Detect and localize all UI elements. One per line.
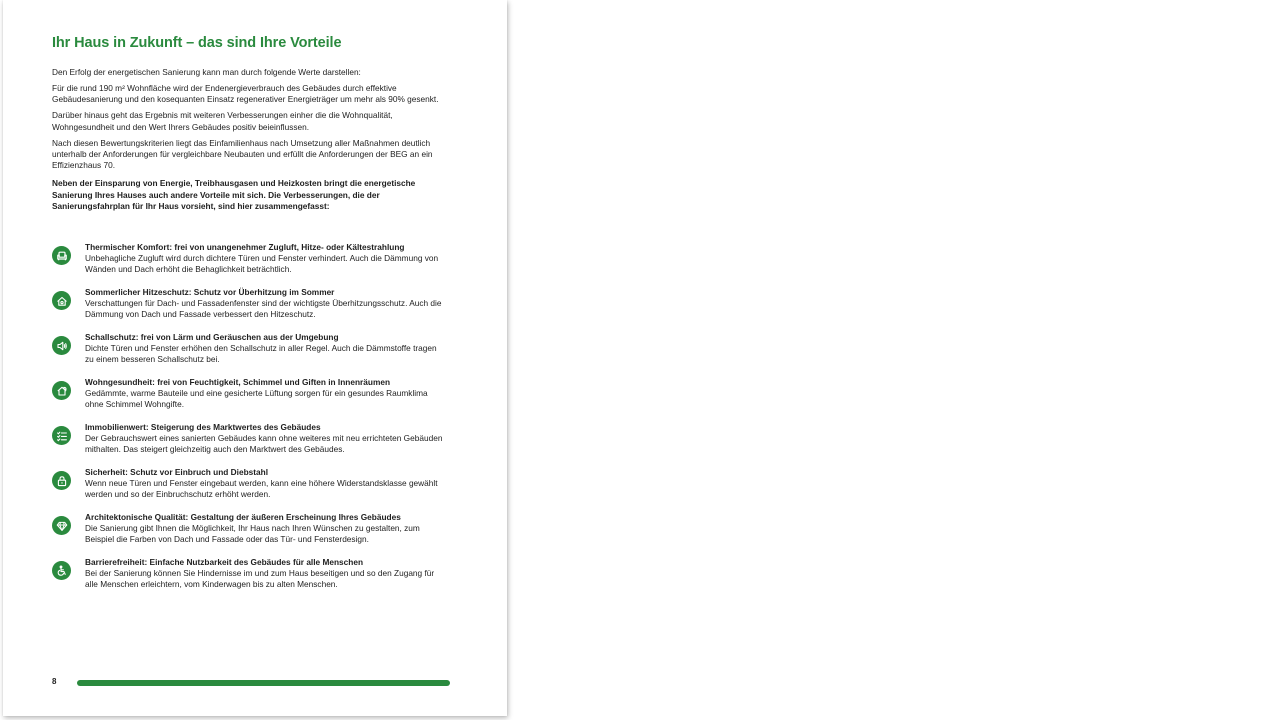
benefit-title: Wohngesundheit: frei von Feuchtigkeit, Schimmel und Giften in Innenräumen xyxy=(85,377,391,387)
armchair-icon xyxy=(52,246,71,265)
benefit-title: Architektonische Qualität: Gestaltung der äußeren Erscheinung Ihres Gebäudes xyxy=(85,512,401,522)
intro-paragraph-2: Für die rund 190 m² Wohnfläche wird der Endenergieverbrauch des Gebäudes durch effektive Gebäudesanierung und den kosequanten Einsatz regenerativer Energieträger um mehr als 90% gesenkt. xyxy=(52,82,439,105)
benefit-title: Barrierefreiheit: Einfache Nutzbarkeit des Gebäudes für alle Menschen xyxy=(85,557,364,567)
benefit-description: Die Sanierung gibt Ihnen die Möglichkeit, Ihr Haus nach Ihren Wünschen zu gestalten, zum Beispiel die Farben von Dach und Fassade oder das Tür- und Fensterdesign. xyxy=(85,523,420,545)
benefit-item-security xyxy=(52,467,452,512)
wheelchair-icon xyxy=(52,561,71,580)
benefit-item-architecture xyxy=(52,512,452,557)
benefit-item-sound-protection xyxy=(52,332,452,377)
benefit-item-property-value xyxy=(52,422,452,467)
benefit-description: Wenn neue Türen und Fenster eingebaut werden, kann eine höhere Widerstandsklasse gewählt werden und so der Einbruchschutz erhöht werden. xyxy=(85,478,438,500)
benefit-item-heat-protection xyxy=(52,287,452,332)
benefit-description: Gedämmte, warme Bauteile und eine gesicherte Lüftung sorgen für ein gesundes Raumklima ohne Schimmel Wohngifte. xyxy=(85,388,428,410)
document-page xyxy=(3,0,507,716)
benefit-title: Sicherheit: Schutz vor Einbruch und Diebstahl xyxy=(85,467,269,477)
benefit-title: Immobilienwert: Steigerung des Marktwertes des Gebäudes xyxy=(85,422,321,432)
lead-paragraph: Neben der Einsparung von Energie, Treibhausgasen und Heizkosten bringt die energetische Sanierung Ihres Hauses auch andere Vorteile mit sich. Die Verbesserungen, die der Sanierungsfahrplan für Ihr Haus vorsieht, sind hier zusammengefasst: xyxy=(52,178,416,212)
page-number: 8 xyxy=(52,677,57,686)
speaker-icon xyxy=(52,336,71,355)
benefit-title: Sommerlicher Hitzeschutz: Schutz vor Überhitzung im Sommer xyxy=(85,287,335,297)
intro-section xyxy=(52,67,448,217)
page-title: Ihr Haus in Zukunft – das sind Ihre Vorteile xyxy=(52,35,342,51)
intro-paragraph-4: Nach diesen Bewertungskriterien liegt das Einfamilienhaus nach Umsetzung aller Maßnahmen deutlich unterhalb der Anforderungen für vergleichbare Neubauten und erfüllt die Anforderungen der BEG an ein Effizienzhaus 70. xyxy=(52,137,433,171)
benefit-description: Dichte Türen und Fenster erhöhen den Schallschutz in aller Regel. Auch die Dämmstoffe tragen zu einem besseren Schallschutz bei. xyxy=(85,343,437,365)
benefit-description: Der Gebrauchswert eines sanierten Gebäudes kann ohne weiteres mit neu errichteten Gebäuden mithalten. Das steigert gleichzeitig auch den Marktwert des Gebäudes. xyxy=(85,433,443,455)
footer-bar xyxy=(77,680,450,686)
checklist-icon xyxy=(52,426,71,445)
benefit-title: Schallschutz: frei von Lärm und Geräuschen aus der Umgebung xyxy=(85,332,339,342)
benefit-description: Verschattungen für Dach- und Fassadenfenster sind der wichtigste Überhitzungsschutz. Auch die Dämmung von Dach und Fassade verbessert den Hitzeschutz. xyxy=(85,298,442,320)
benefit-item-accessibility xyxy=(52,557,452,602)
benefit-item-healthy-living xyxy=(52,377,452,422)
padlock-icon xyxy=(52,471,71,490)
benefit-description: Bei der Sanierung können Sie Hindernisse im und zum Haus beseitigen und so den Zugang für alle Menschen erleichtern, vom Kinderwagen bis zu alten Menschen. xyxy=(85,568,435,590)
intro-paragraph-1: Den Erfolg der energetischen Sanierung kann man durch folgende Werte darstellen: xyxy=(52,67,361,77)
diamond-icon xyxy=(52,516,71,535)
house-leaf-icon xyxy=(52,381,71,400)
benefit-description: Unbehagliche Zugluft wird durch dichtere Türen und Fenster verhindert. Auch die Dämmung von Wänden und Dach erhöht die Behaglichkeit beträchtlich. xyxy=(85,253,439,275)
benefit-item-thermal-comfort xyxy=(52,242,452,287)
benefits-list xyxy=(52,242,452,602)
intro-paragraph-3: Darüber hinaus geht das Ergebnis mit weiteren Verbesserungen einher die die Wohnqualität, Wohngesundheit und den Wert Ihrers Gebäudes positiv beieinflussen. xyxy=(52,110,393,132)
house-sun-icon xyxy=(52,291,71,310)
benefit-title: Thermischer Komfort: frei von unangenehmer Zugluft, Hitze- oder Kältestrahlung xyxy=(85,242,405,252)
